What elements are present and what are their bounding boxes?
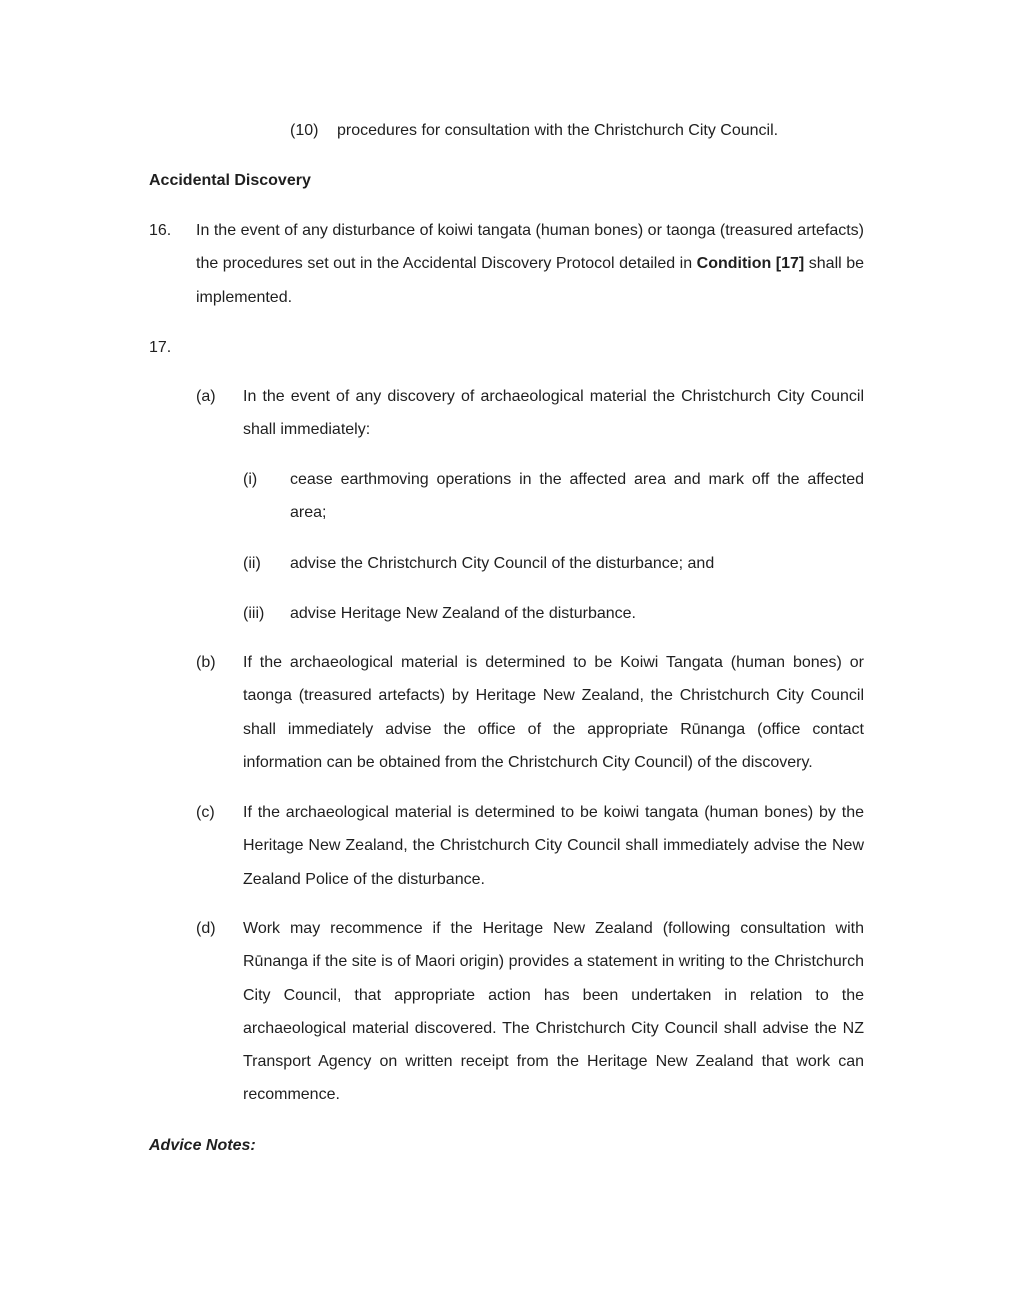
item-i-text: cease earthmoving operations in the affected area and mark off the affected area;	[290, 471, 864, 522]
clause-16-text-part1: In the event of any disturbance of koiwi tangata (human bones) or taonga (treasured artefacts) the procedures set out in the Accidental Discovery Protocol detailed in	[196, 222, 864, 273]
subclause-d-label: (d)	[196, 920, 216, 937]
subclause-d-text: Work may recommence if the Heritage New Zealand (following consultation with Rūnanga if the site is of Maori origin) provides a statement in writing to the Christchurch City Council, that appropriate action has been undertaken in relation to the archaeological material discovered. The Christchurch City Council shall advise the NZ Transport Agency on written receipt from the Heritage New Zealand that work can recommence.	[243, 920, 864, 1104]
condition-17-reference: Condition [17]	[696, 255, 805, 273]
item-ii-text: advise the Christchurch City Council of the disturbance; and	[290, 555, 715, 572]
advice-notes-heading: Advice Notes:	[149, 1137, 256, 1154]
clause-16-text-part2: shall be implemented.	[196, 255, 865, 306]
subclause-c-text: If the archaeological material is determined to be koiwi tangata (human bones) by the Heritage New Zealand, the Christchurch City Council shall immediately advise the New Zealand Police of the disturbance.	[243, 804, 864, 888]
clause-16-number: 16.	[149, 222, 172, 239]
clause-17-number: 17.	[149, 339, 172, 356]
item-10-text: procedures for consultation with the Christchurch City Council.	[337, 122, 779, 139]
item-iii-label: (iii)	[243, 605, 265, 622]
item-ii-label: (ii)	[243, 555, 261, 572]
item-iii-text: advise Heritage New Zealand of the disturbance.	[290, 605, 636, 622]
subclause-b-text: If the archaeological material is determined to be Koiwi Tangata (human bones) or taonga (treasured artefacts) by Heritage New Zealand, the Christchurch City Council shall immediately advise the office of the appropriate Rūnanga (office contact information can be obtained from the Christchurch City Council) of the discovery.	[243, 654, 864, 771]
item-i-label: (i)	[243, 471, 258, 488]
subclause-a-text: In the event of any discovery of archaeological material the Christchurch City Council shall immediately:	[243, 388, 864, 439]
clause-16-text	[196, 214, 864, 314]
section-heading-accidental-discovery: Accidental Discovery	[149, 172, 311, 189]
subclause-a-label: (a)	[196, 388, 216, 405]
subclause-c-label: (c)	[196, 804, 215, 821]
item-10-number: (10)	[290, 122, 319, 139]
subclause-b-label: (b)	[196, 654, 216, 671]
